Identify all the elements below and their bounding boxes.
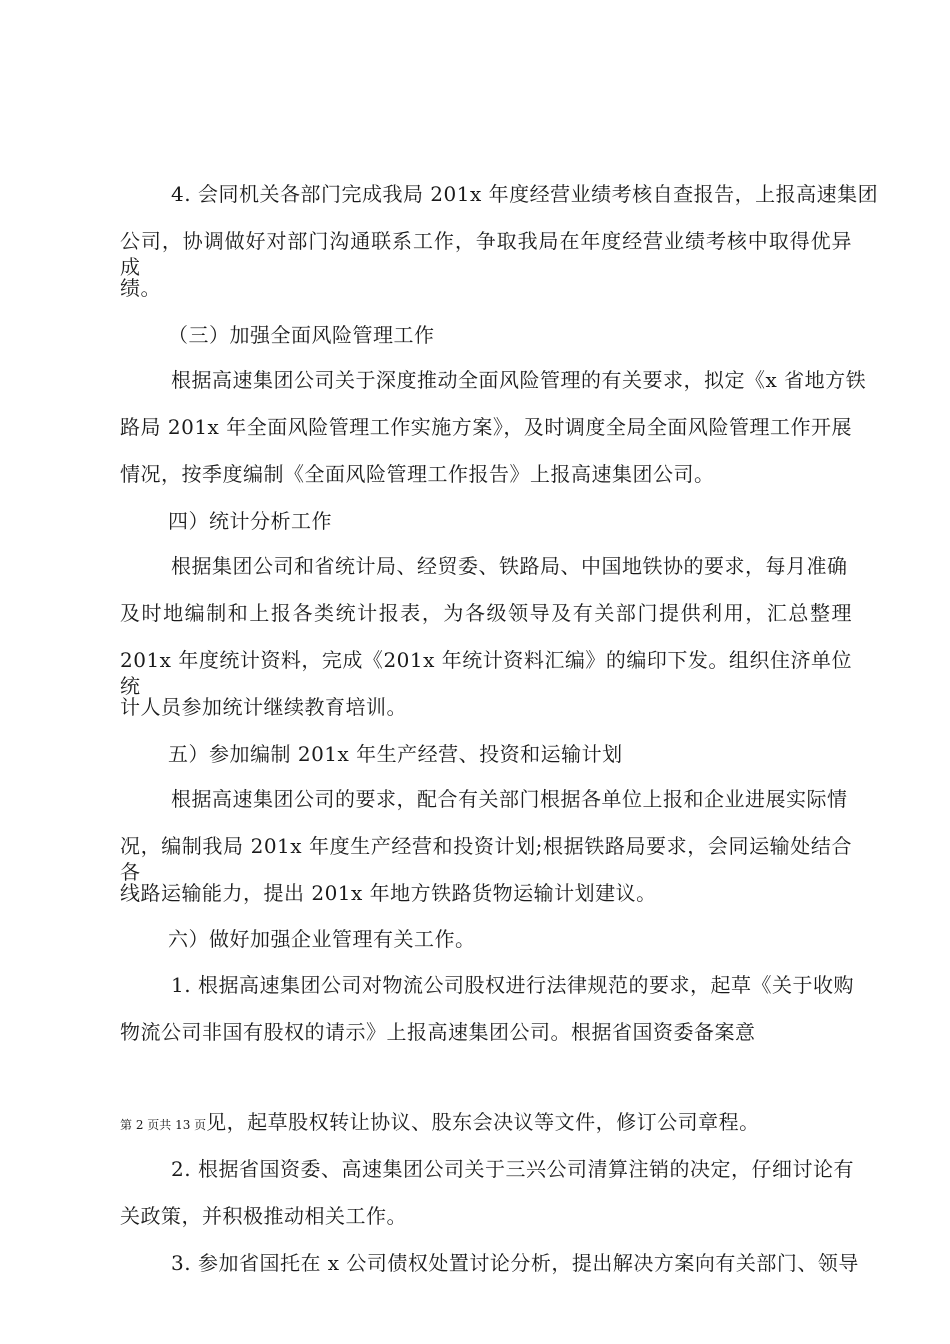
paragraph-line: 公司，协调做好对部门沟通联系工作，争取我局在年度经营业绩考核中取得优异成	[120, 229, 852, 279]
paragraph-line: 物流公司非国有股权的请示》上报高速集团公司。根据省国资委备案意	[120, 1020, 756, 1044]
paragraph-line: 根据高速集团公司的要求，配合有关部门根据各单位上报和企业进展实际情	[171, 787, 848, 811]
paragraph-line: 根据集团公司和省统计局、经贸委、铁路局、中国地铁协的要求，每月准确	[171, 554, 848, 578]
paragraph-line: 1. 根据高速集团公司对物流公司股权进行法律规范的要求，起草《关于收购	[171, 973, 854, 997]
paragraph-line: 见，起草股权转让协议、股东会决议等文件，修订公司章程。	[206, 1110, 760, 1134]
paragraph-line: 根据高速集团公司关于深度推动全面风险管理的有关要求，拟定《x 省地方铁	[171, 368, 867, 392]
section-heading: 四）统计分析工作	[168, 509, 332, 533]
paragraph-line: 情况，按季度编制《全面风险管理工作报告》上报高速集团公司。	[120, 462, 715, 486]
paragraph-line: 况，编制我局 201x 年度生产经营和投资计划;根据铁路局要求，会同运输处结合各	[120, 834, 852, 884]
footer-continuation-line	[120, 1109, 760, 1138]
paragraph-line: 路局 201x 年全面风险管理工作实施方案》，及时调度全局全面风险管理工作开展	[120, 415, 852, 439]
paragraph-line: 4. 会同机关各部门完成我局 201x 年度经营业绩考核自查报告，上报高速集团	[171, 182, 879, 206]
section-heading: 六）做好加强企业管理有关工作。	[168, 927, 476, 951]
paragraph-line: 3. 参加省国托在 x 公司债权处置讨论分析，提出解决方案向有关部门、领导	[171, 1251, 859, 1275]
section-heading: （三）加强全面风险管理工作	[168, 323, 435, 347]
paragraph-line: 线路运输能力，提出 201x 年地方铁路货物运输计划建议。	[120, 881, 657, 905]
paragraph-line: 计人员参加统计继续教育培训。	[120, 695, 407, 719]
paragraph-line: 201x 年度统计资料，完成《201x 年统计资料汇编》的编印下发。组织住济单位统	[120, 648, 852, 698]
paragraph-line: 2. 根据省国资委、高速集团公司关于三兴公司清算注销的决定，仔细讨论有	[171, 1157, 854, 1181]
section-heading: 五）参加编制 201x 年生产经营、投资和运输计划	[168, 742, 623, 766]
paragraph-line: 及时地编制和上报各类统计报表，为各级领导及有关部门提供利用，汇总整理	[120, 601, 852, 625]
paragraph-line: 关政策，并积极推动相关工作。	[120, 1204, 407, 1228]
page-footer: 第 2 页共 13 页	[120, 1118, 207, 1132]
paragraph-line: 绩。	[120, 276, 161, 300]
